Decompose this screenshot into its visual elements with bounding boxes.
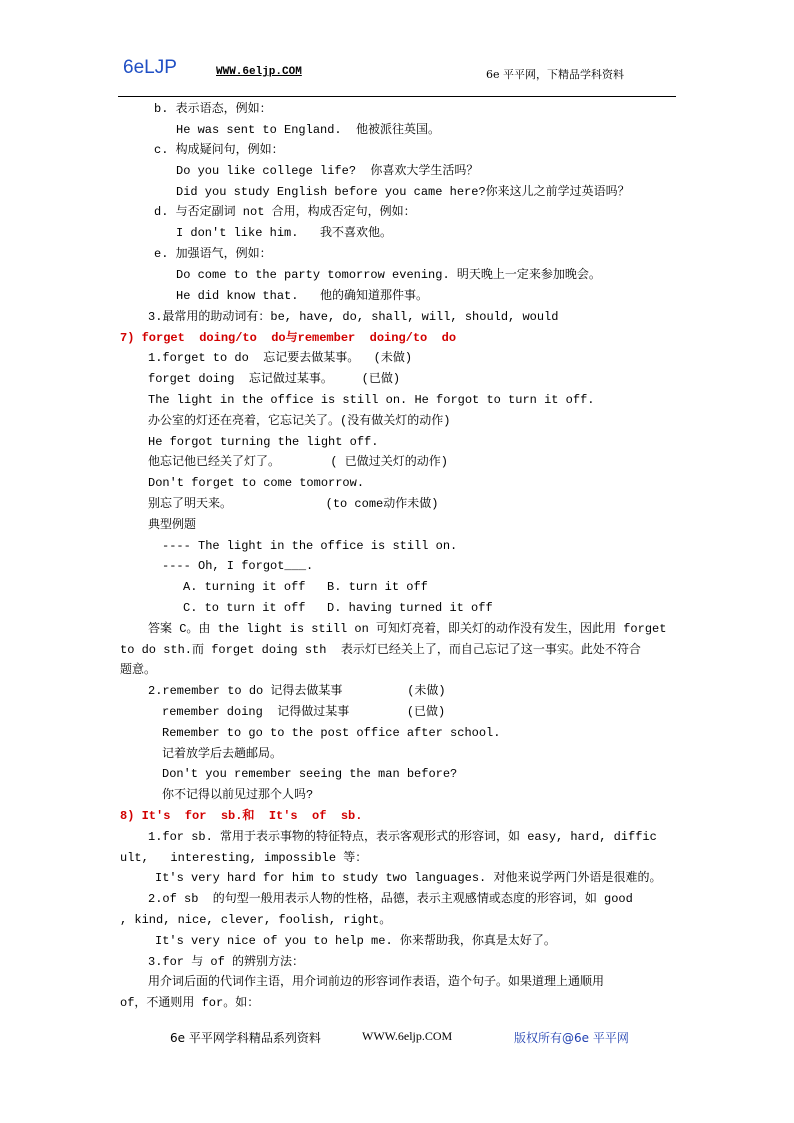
text-line: 题意。 <box>120 663 157 677</box>
text-line: 1.for sb. 常用于表示事物的特征特点，表示客观形式的形容词，如 easy, hard, diffic <box>148 830 657 844</box>
text-line: , kind, nice, clever, foolish, right。 <box>120 913 392 927</box>
section-heading: 8) It's for sb.和 It's of sb. <box>120 809 363 823</box>
text-line: remember doing 记得做过某事 (已做) <box>162 705 446 719</box>
text-line: It's very nice of you to help me. 你来帮助我，你真是太好了。 <box>155 934 556 948</box>
section-heading: 7) forget doing/to do与remember doing/to do <box>120 331 457 345</box>
text-line: Remember to go to the post office after school. <box>162 726 501 740</box>
text-line: to do sth.而 forget doing sth 表示灯已经关上了，而自己忘记了这一事实。此处不符合 <box>120 643 641 657</box>
text-line: 2.remember to do 记得去做某事 (未做) <box>148 684 446 698</box>
text-line: Don't forget to come tomorrow. <box>148 476 365 490</box>
text-line: e. 加强语气，例如： <box>154 247 272 261</box>
text-line: 2.of sb 的句型一般用表示人物的性格，品德，表示主观感情或态度的形容词，如 good <box>148 892 633 906</box>
text-line: c. 构成疑问句，例如： <box>154 143 284 157</box>
text-line: ---- Oh, I forgot___. <box>162 559 314 573</box>
text-line: 典型例题 <box>148 518 197 532</box>
text-line: ---- The light in the office is still on. <box>162 539 458 553</box>
text-line: The light in the office is still on. He forgot to turn it off. <box>148 393 595 407</box>
text-line: b. 表示语态，例如： <box>154 102 272 116</box>
brand-logo: 6eLJP <box>123 57 177 78</box>
text-line: of，不通则用 for。如： <box>120 996 260 1010</box>
site-link[interactable]: WWW.6eljp.COM <box>216 66 302 78</box>
text-line: 1.forget to do 忘记要去做某事。 (未做) <box>148 351 413 365</box>
header-tagline: 6e 平平网，下精品学科资料 <box>486 68 625 81</box>
text-line: forget doing 忘记做过某事。 (已做) <box>148 372 401 386</box>
text-line: Do you like college life? 你喜欢大学生活吗？ <box>176 164 479 178</box>
text-line: 答案 C。由 the light is still on 可知灯亮着，即关灯的动作没有发生，因此用 forget <box>148 622 667 636</box>
footer-site: WWW.6eljp.COM <box>362 1029 453 1043</box>
header-rule <box>118 96 676 97</box>
text-line: d. 与否定副词 not 合用，构成否定句，例如： <box>154 205 416 219</box>
text-line: He did know that. 他的确知道那件事。 <box>176 289 429 303</box>
text-line: 别忘了明天来。 (to come动作未做) <box>148 497 439 511</box>
text-line: 你不记得以前见过那个人吗? <box>162 788 314 802</box>
text-line: He forgot turning the light off. <box>148 435 379 449</box>
text-line: I don't like him. 我不喜欢他。 <box>176 226 393 240</box>
text-line: 3.for 与 of 的辨别方法： <box>148 955 305 969</box>
text-line: A. turning it off B. turn it off <box>183 580 428 594</box>
text-line: 他忘记他已经关了灯了。 ( 已做过关灯的动作) <box>148 455 449 469</box>
text-line: 3.最常用的助动词有：be, have, do, shall, will, should, would <box>148 310 559 324</box>
text-line: Don't you remember seeing the man before? <box>162 767 458 781</box>
footer-left: 6e 平平网学科精品系列资料 <box>170 1031 321 1045</box>
text-line: 办公室的灯还在亮着，它忘记关了。(没有做关灯的动作) <box>148 414 451 428</box>
footer-copyright: 版权所有@6e 平平网 <box>514 1031 629 1045</box>
text-line: It's very hard for him to study two languages. 对他来说学两门外语是很难的。 <box>155 871 662 885</box>
text-line: 记着放学后去趟邮局。 <box>162 747 283 761</box>
text-line: C. to turn it off D. having turned it off <box>183 601 493 615</box>
text-line: Do come to the party tomorrow evening. 明天晚上一定来参加晚会。 <box>176 268 601 282</box>
text-line: 用介词后面的代词作主语，用介词前边的形容词作表语，造个句子。如果道理上通顺用 <box>148 975 605 989</box>
text-line: ult, interesting, impossible 等： <box>120 851 368 865</box>
text-line: He was sent to England. 他被派往英国。 <box>176 123 441 137</box>
text-line: Did you study English before you came here?你来这儿之前学过英语吗？ <box>176 185 630 199</box>
